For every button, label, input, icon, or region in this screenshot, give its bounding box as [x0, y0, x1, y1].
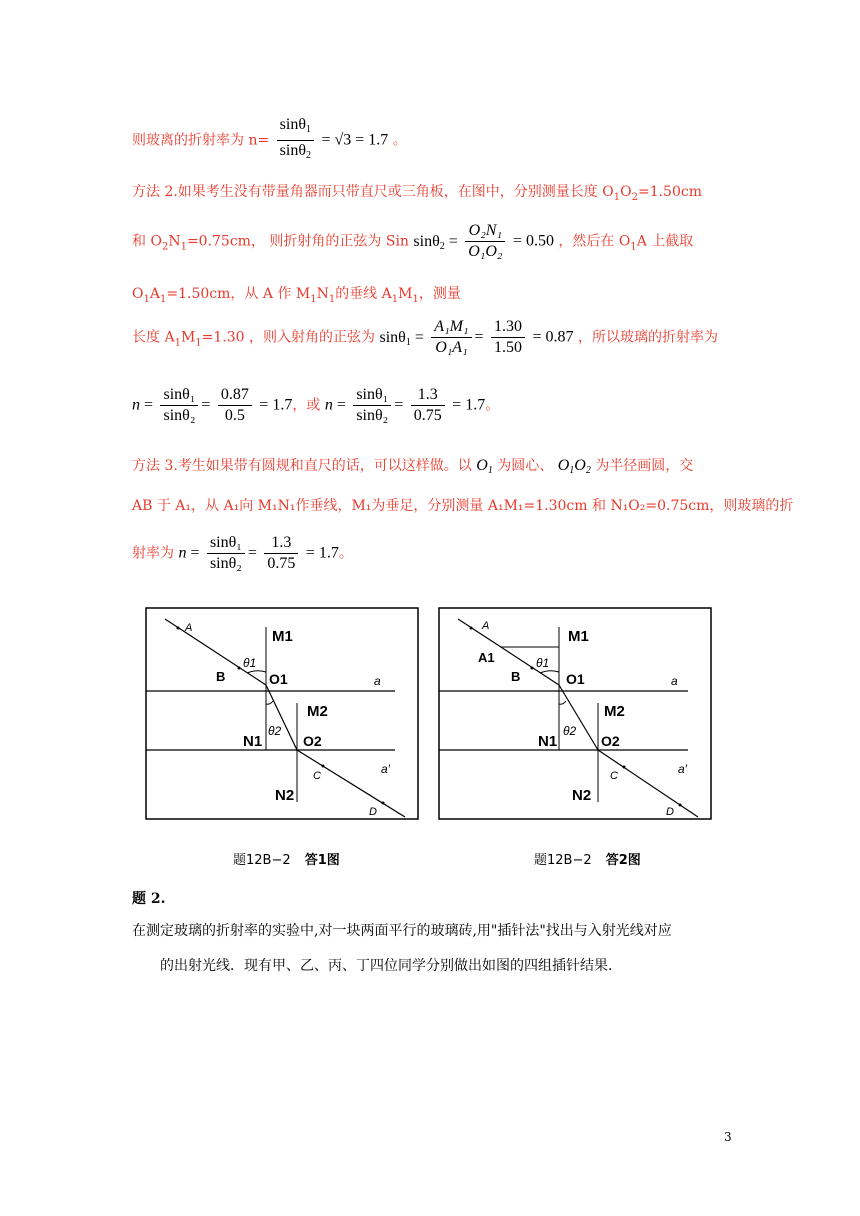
label-b: B [511, 669, 521, 684]
frac-den: 0.75 [413, 407, 442, 424]
text: ，测量 [418, 286, 461, 302]
label-m2: M2 [307, 703, 328, 720]
question2-line2: 的出射光线．现有甲、乙、丙、丁四位同学分别做出如图的四组插针结果． [160, 958, 622, 974]
pin-c [322, 765, 325, 768]
fraction [353, 386, 391, 425]
frac-num: 1.30 [491, 318, 525, 338]
fraction [431, 318, 471, 357]
label-theta1: θ1 [243, 656, 257, 670]
text: 为圆心、 [497, 458, 554, 474]
frac-den: sinθ [279, 142, 306, 159]
result-end: 。 [392, 132, 407, 149]
method2-line1: 方法 2.如果考生没有带量角器而只带直尺或三角板，在图中，分别测量长度 $O_1O_2=1.50cm$ [132, 184, 702, 203]
label-d: D [369, 806, 377, 818]
text: N [168, 233, 181, 250]
text: ，然后在 O [558, 233, 631, 250]
method2-line5: n = $\frac{\text{sinθ₁}}{\text{sinθ₂}}$ = $\frac{0.87}{0.5}$ = 1.7，或 n = $\frac{\text{sinθ₁}}{\text{sinθ₂}}$ = $\frac{1.3}{0.75}$ = 1.7。 [132, 386, 500, 424]
pin-a [177, 627, 180, 630]
text: = 0.87 [532, 328, 574, 346]
label-o2: O2 [601, 733, 620, 749]
frac-num: 0.87 [218, 386, 252, 406]
text: =1.50cm [637, 184, 702, 200]
label-n1: N1 [243, 733, 263, 750]
label-theta2: θ2 [268, 724, 282, 738]
text: N [316, 286, 329, 302]
fraction [491, 318, 525, 357]
pin-a [470, 627, 473, 630]
frac-den: 1.50 [494, 339, 523, 356]
caption-right [534, 849, 641, 868]
fraction [411, 386, 445, 425]
text: 。 [485, 397, 500, 414]
text: sinθ [413, 232, 440, 250]
text: A [149, 286, 160, 302]
pin-b [238, 667, 241, 670]
caption-title: 答2图 [605, 853, 641, 868]
method3-line2: AB 于 A₁，从 A₁向 M₁N₁作垂线，M₁为垂足，分别测量 A₁M₁=1.30cm 和 N₁O₂=0.75cm，则玻璃的折 [132, 498, 794, 514]
label-a-prime: a′ [381, 762, 390, 776]
caption-id: 题12B−2 [534, 853, 592, 868]
text: 为半径画圆，交 [595, 458, 694, 474]
method2-line4: 长度 $A_1M_1=1.30$ ，则入射角的正弦为 sinθ$_1$ = $\frac{\text{A₁M₁}}{\text{O₁A₁}}$ = $\frac{1.30}{1.50}$ = 0.87 ，所以玻璃的折射率为 [132, 318, 718, 356]
result-prefix: 则玻离的折射率为 n= [132, 132, 270, 149]
fraction [264, 534, 298, 573]
frac-num: sinθ₁ [207, 534, 245, 554]
result-fraction: $\frac{\sin\theta_1}{\sin\theta_2}$ [277, 116, 314, 165]
refraction-result-line [132, 116, 407, 165]
text: 方法 2.如果考生没有带量角器而只带直尺或三角板，在图中，分别测量长度 O [132, 184, 614, 200]
frac-den: 0.5 [224, 407, 245, 424]
frac-num: sinθ [279, 116, 306, 133]
label-n1: N1 [538, 733, 558, 750]
label-m1: M1 [568, 628, 589, 645]
pin-b [531, 667, 534, 670]
label-a-prime: a′ [678, 762, 687, 776]
text: M [398, 286, 413, 302]
label-o1: O1 [566, 671, 585, 687]
question2-line1: 在测定玻璃的折射率的实验中,对一块两面平行的玻璃砖,用"插针法"找出与入射光线对应 [132, 923, 672, 939]
text: = 1.7 [259, 396, 293, 414]
label-a: A [185, 622, 193, 634]
text: sinθ [379, 328, 406, 346]
text: ，或 [292, 397, 321, 414]
text: O [620, 184, 632, 200]
text: 长度 A [132, 329, 175, 346]
text: =1.50cm，从 A 作 M [166, 286, 311, 302]
pin-d [679, 804, 682, 807]
text: 的垂线 A [335, 286, 392, 302]
frac-num: 1.3 [411, 386, 445, 406]
label-c: C [610, 770, 618, 782]
caption-left [233, 849, 340, 868]
text: 方法 3.考生如果带有圆规和直尺的话，可以这样做。以 [132, 458, 472, 474]
text: = 0.50 [512, 232, 554, 250]
label-b: B [216, 669, 226, 684]
label-a-line: a [671, 674, 678, 688]
text: M [180, 329, 196, 346]
label-theta2: θ2 [563, 724, 577, 738]
pin-d [382, 802, 385, 805]
label-d: D [666, 806, 674, 818]
page-number: 3 [724, 1130, 732, 1144]
label-o2: O2 [303, 733, 322, 749]
text: =0.75cm， 则折射角的正弦为 Sin [186, 233, 409, 250]
frac-den: 0.75 [267, 555, 296, 572]
label-a: A [482, 620, 490, 632]
label-m1: M1 [272, 628, 293, 645]
label-c: C [313, 770, 321, 782]
label-o1: O1 [269, 671, 288, 687]
frac-num: 1.3 [264, 534, 298, 554]
label-n2: N2 [572, 787, 592, 804]
caption-title: 答1图 [304, 853, 340, 868]
frac-den: sinθ₂ [209, 555, 242, 572]
figure-answer1 [145, 607, 419, 842]
text: 。 [338, 545, 353, 562]
text: O [132, 286, 144, 302]
frac-den: O₁O₂ [468, 243, 503, 260]
caption-id: 题12B−2 [233, 853, 291, 868]
text: 射率为 [132, 545, 174, 562]
text: A 上截取 [636, 233, 694, 250]
figure-answer2 [438, 607, 712, 842]
fraction [160, 386, 198, 425]
text: = 1.7 [452, 396, 486, 414]
label-n2: N2 [275, 787, 295, 804]
fraction [207, 534, 245, 573]
text: ，所以玻璃的折射率为 [577, 329, 718, 346]
frac-num: sinθ₁ [160, 386, 198, 406]
method3-line3: 射率为 n = $\frac{\text{sinθ₁}}{\text{sinθ₂}}$ = $\frac{1.3}{0.75}$ = 1.7。 [132, 534, 353, 572]
label-a1: A1 [478, 650, 495, 665]
text: =1.30 ，则入射角的正弦为 [201, 329, 376, 346]
label-theta1: θ1 [536, 656, 550, 670]
text: = 1.7 [305, 544, 339, 562]
text: 和 O [132, 233, 162, 250]
question2-title: 题 2. [132, 891, 166, 907]
pin-c [623, 766, 626, 769]
frac-den: sinθ₂ [356, 407, 389, 424]
method2-line2: 和 $O_2N_1=0.75cm$， 则折射角的正弦为 Sin sinθ$_2$ = $\frac{\text{O₂N₁}}{\text{O₁O₂}}$ = 0.50 ，然后在 $O_1A$ 上截取 [132, 222, 694, 260]
frac-den: O₁A₁ [435, 339, 468, 356]
method3-line1: 方法 3.考生如果带有圆规和直尺的话，可以这样做。以 $O_1$ 为圆心、 $O_1O_2$ 为半径画圆，交 [132, 457, 694, 476]
result-equals: = √3 = 1.7 [321, 131, 389, 149]
frac-num: A₁M₁ [431, 318, 471, 338]
frac-num: sinθ₁ [353, 386, 391, 406]
frac-den: sinθ₂ [163, 407, 196, 424]
label-m2: M2 [604, 703, 625, 720]
frac-num: O₂N₁ [465, 222, 505, 242]
fraction [218, 386, 252, 425]
fraction [465, 222, 505, 261]
label-a-line: a [374, 674, 381, 688]
method2-line3: $O_1A_1=1.50cm$，从 A 作 $M_1N_1$的垂线 $A_1M_1$，测量 [132, 286, 461, 305]
